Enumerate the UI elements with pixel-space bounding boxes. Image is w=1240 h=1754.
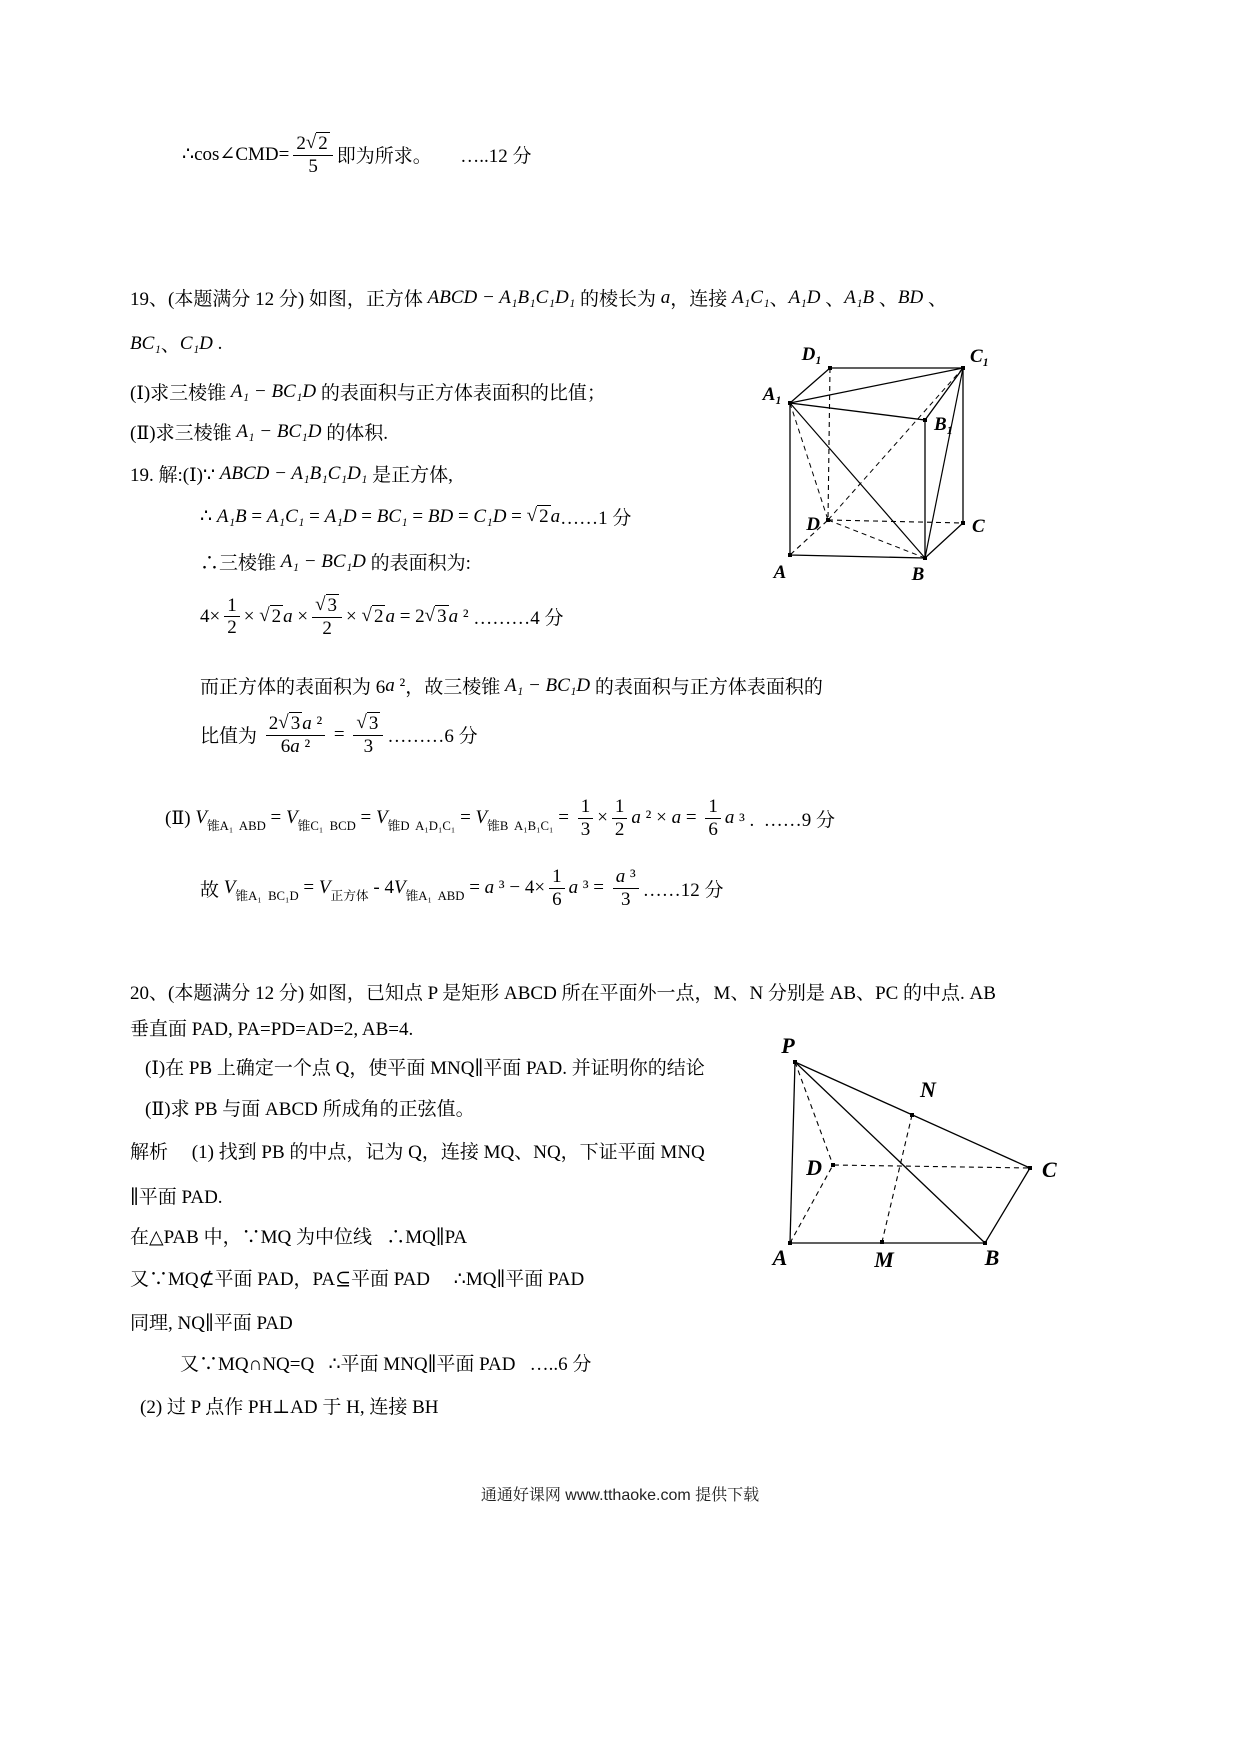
vertex-label-N: N bbox=[920, 1077, 936, 1102]
q20-statement-line1: 20、(本题满分 12 分) 如图，已知点 P 是矩形 ABCD 所在平面外一点，M、N 分别是 AB、PC 的中点. AB bbox=[130, 983, 996, 1004]
vertex-label-D1: D₁ bbox=[801, 344, 822, 365]
vertex-label-B1: B₁ bbox=[934, 414, 954, 435]
q19-part2-question: (Ⅱ)求三棱锥 A₁ − BC₁D 的体积. bbox=[130, 420, 388, 444]
q19-surface-area-intro: ∴三棱锥 A₁ − BC₁D 的表面积为: bbox=[200, 550, 471, 574]
vertex-label-A: A bbox=[773, 562, 787, 583]
q20-plane-parallel-step: 又∵MQ⊄平面 PAD，PA⊆平面 PAD ∴MQ∥平面 PAD bbox=[130, 1269, 585, 1290]
q19-ratio-result: 比值为 2 √ 3 a ² 6 a ² = √ 3 3 ………6 分 bbox=[200, 712, 478, 757]
line-cos-result: ∴cos∠CMD= 2 √ 2 5 即为所求。 …..12 分 bbox=[182, 132, 532, 177]
q20-conclusion-step: 又∵MQ∩NQ=Q ∴平面 MNQ∥平面 PAD …..6 分 bbox=[180, 1354, 592, 1375]
q20-part2-question: (Ⅱ)求 PB 与面 ABCD 所成角的正弦值。 bbox=[145, 1099, 475, 1120]
vertex-label-D: D bbox=[806, 514, 820, 535]
vertex-label-C1: C₁ bbox=[970, 346, 990, 367]
q19-surface-area-calc: 4× $\frac{1}{2}$ × √ 2 a × √ 3 2 × √ 2 a = 2 √ 3 a ² ………4 分 bbox=[200, 594, 564, 639]
cube-vertex-labels bbox=[762, 344, 990, 585]
q19-volume-corners: (Ⅱ) V 锥A₁ ABD = V 锥C₁ BCD = V 锥D A₁D₁C₁ = V 锥B A₁B₁C₁ = $\frac{1}{3}$ × $\frac{1}{2}$ a ² × a = $\frac{1}{6}$ a ³ . ……9 分 bbox=[165, 796, 836, 840]
pyramid-figure bbox=[752, 1035, 1062, 1275]
q20-part2-start: (2) 过 P 点作 PH⊥AD 于 H, 连接 BH bbox=[140, 1397, 439, 1418]
q20-part1-question: (Ⅰ)在 PB 上确定一个点 Q，使平面 MNQ∥平面 PAD. 并证明你的结论 bbox=[145, 1058, 705, 1079]
q20-midline-step: 在△PAB 中，∵MQ 为中位线 ∴MQ∥PA bbox=[130, 1227, 468, 1248]
q19-volume-result: 故 V 锥A₁ BC₁D = V 正方体 - 4 V 锥A₁ ABD = a ³ − 4× $\frac{1}{6}$ a ³ = a ³ 3 ……12 分 bbox=[200, 866, 724, 910]
q19-cube-area-text: 而正方体的表面积为 6 a ² ，故三棱锥 A₁ − BC₁D 的表面积与正方体表面积的 bbox=[200, 674, 823, 698]
cube-figure bbox=[748, 338, 1028, 593]
q20-similarly-step: 同理, NQ∥平面 PAD bbox=[130, 1313, 293, 1334]
vertex-label-P: P bbox=[781, 1035, 795, 1058]
vertex-label-C: C bbox=[972, 516, 985, 537]
vertex-label-A1: A₁ bbox=[762, 384, 782, 405]
q20-statement-line2: 垂直面 PAD, PA=PD=AD=2, AB=4. bbox=[130, 1019, 414, 1040]
q20-solution-line1: 解析 (1) 找到 PB 的中点，记为 Q，连接 MQ、NQ，下证平面 MNQ bbox=[130, 1142, 705, 1163]
q19-edge-equalities: ∴ A₁B = A₁C₁ = A₁D = BC₁ = BD = C₁D = √ 2 a ……1 分 bbox=[200, 505, 632, 529]
footer-watermark: 通通好课网 www.tthaoke.com 提供下载 bbox=[480, 1487, 760, 1504]
vertex-label-A: A bbox=[772, 1245, 788, 1270]
vertex-label-D: D bbox=[806, 1155, 822, 1180]
vertex-label-B: B bbox=[984, 1245, 1000, 1270]
q19-statement-line1: 19、(本题满分 12 分) 如图，正方体 ABCD − A₁B₁C₁D₁ 的棱长为 a ，连接 A₁C₁ 、 A₁D 、 A₁B 、 BD 、 bbox=[130, 286, 947, 310]
vertex-label-B: B bbox=[911, 564, 925, 585]
pyramid-edges bbox=[790, 1062, 1030, 1243]
q19-part1-question: (Ⅰ)求三棱锥 A₁ − BC₁D 的表面积与正方体表面积的比值； bbox=[130, 380, 606, 404]
vertex-label-C: C bbox=[1042, 1157, 1057, 1182]
vertex-label-M: M bbox=[874, 1247, 894, 1272]
q20-solution-line2: ∥平面 PAD. bbox=[130, 1187, 223, 1208]
q19-statement-line2: BC₁ 、 C₁D . bbox=[130, 332, 223, 356]
pyramid-hidden-edges bbox=[790, 1062, 1030, 1243]
q19-solution-start: 19. 解:(Ⅰ)∵ ABCD − A₁B₁C₁D₁ 是正方体, bbox=[130, 462, 453, 486]
